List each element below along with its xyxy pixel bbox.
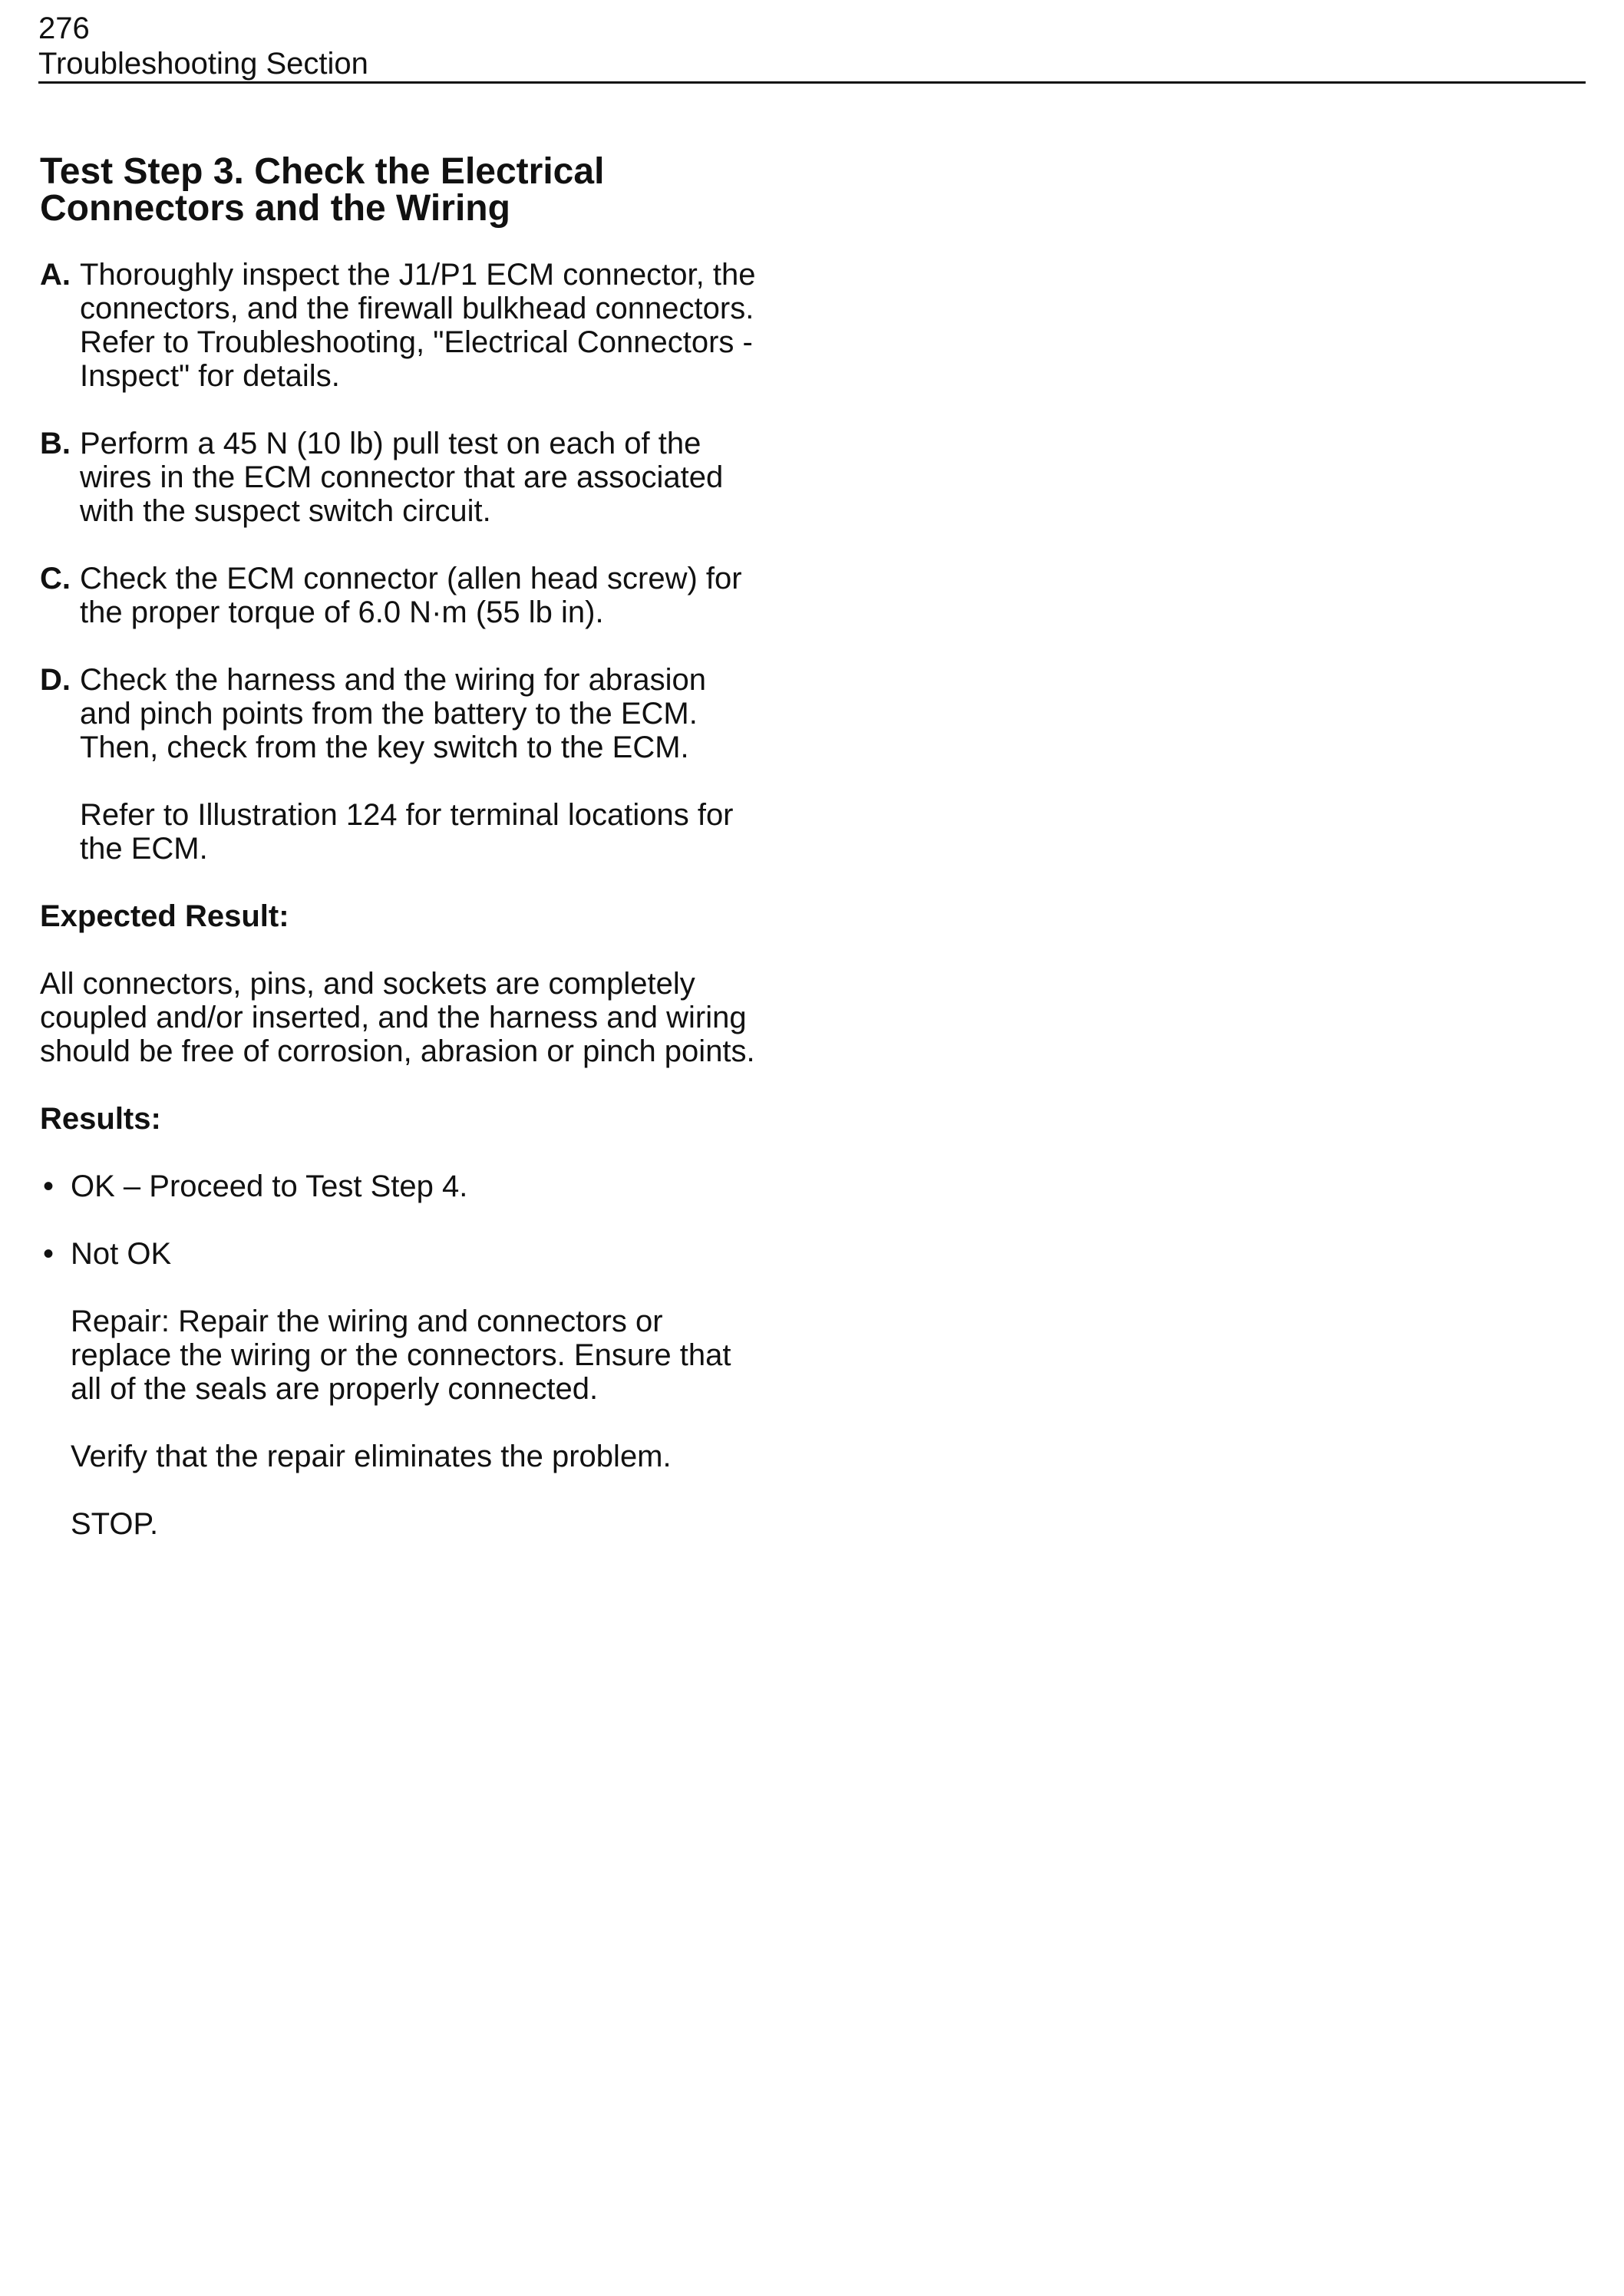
test-step-title: Test Step 3. Check the Electrical Connectors and the Wiring <box>40 151 605 229</box>
repair-instructions <box>40 1305 761 1541</box>
bullet: • <box>43 1237 54 1271</box>
repair-paragraph <box>71 1305 761 1406</box>
step-letter: A. <box>40 258 71 292</box>
step-text: Thoroughly inspect the J1/P1 ECM connector, the connectors, and the firewall bulkhead connectors. Refer to Troubleshooting, "Electrical Connectors - Inspect" for details. <box>80 258 756 393</box>
main-content <box>40 153 761 1575</box>
step-text: Perform a 45 N (10 lb) pull test on each of the wires in the ECM connector that are associated with the suspect switch circuit. <box>80 427 724 528</box>
step-c <box>40 562 761 629</box>
page-number: 276 <box>38 12 90 45</box>
running-header <box>38 11 1586 81</box>
result-not-ok <box>40 1237 761 1271</box>
step-letter: B. <box>40 427 71 460</box>
expected-result-heading: Expected Result: <box>40 899 289 933</box>
section-name: Troubleshooting Section <box>38 47 368 81</box>
result-ok-text: OK – Proceed to Test Step 4. <box>71 1169 468 1203</box>
expected-result-text: All connectors, pins, and sockets are completely coupled and/or inserted, and the harness and wiring should be free of corrosion, abrasion or pinch points. <box>40 967 755 1068</box>
step-a <box>40 258 761 393</box>
step-text: Check the ECM connector (allen head screw) for the proper torque of 6.0 N·m (55 lb in). <box>80 562 742 629</box>
bullet: • <box>43 1169 54 1203</box>
header-rule <box>38 81 1586 84</box>
stop-text: STOP. <box>71 1507 159 1541</box>
repair-text: Repair the wiring and connectors or replace the wiring or the connectors. Ensure that all of the seals are properly connected. <box>71 1305 731 1406</box>
repair-label: Repair: <box>71 1305 170 1338</box>
step-text: Check the harness and the wiring for abrasion and pinch points from the battery to the ECM. Then, check from the key switch to the ECM. <box>80 663 707 764</box>
result-ok <box>40 1169 761 1203</box>
verify-text: Verify that the repair eliminates the problem. <box>71 1440 672 1473</box>
result-not-ok-text: Not OK <box>71 1237 172 1271</box>
illustration-reference-note: Refer to Illustration 124 for terminal locations for the ECM. <box>80 798 734 866</box>
step-letter: D. <box>40 663 71 697</box>
step-b <box>40 427 761 528</box>
step-letter: C. <box>40 562 71 595</box>
step-d <box>40 663 761 764</box>
results-heading: Results: <box>40 1102 161 1136</box>
